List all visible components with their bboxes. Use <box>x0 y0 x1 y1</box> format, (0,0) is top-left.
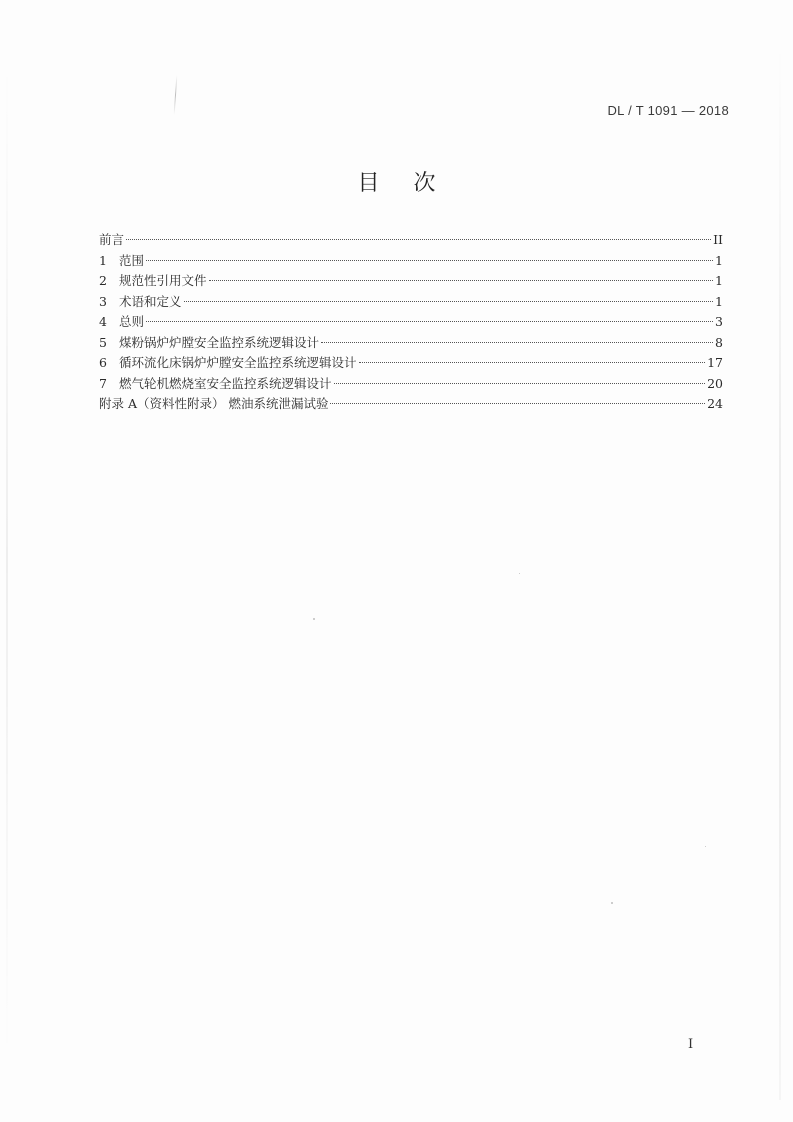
toc-entry-5[interactable] <box>99 333 723 354</box>
toc-label: 前言 <box>99 232 125 247</box>
toc-label: 总则 <box>119 314 145 329</box>
scan-edge-left <box>6 60 8 1060</box>
toc-leader-dots <box>359 362 706 363</box>
table-of-contents <box>99 230 723 415</box>
toc-section-number: 1 <box>99 252 107 268</box>
toc-leader-dots <box>209 280 713 281</box>
toc-leader-dots <box>126 239 711 240</box>
scan-speck <box>705 846 706 847</box>
toc-label: 附录 A（资料性附录） 燃油系统泄漏试验 <box>99 396 329 411</box>
toc-leader-dots <box>146 260 713 261</box>
toc-page-number: 3 <box>715 314 723 329</box>
toc-entry-4[interactable] <box>99 312 723 333</box>
toc-page-number: 1 <box>715 273 723 288</box>
toc-entry-foreword[interactable] <box>99 230 723 251</box>
toc-entry-3[interactable] <box>99 292 723 313</box>
toc-entry-1[interactable] <box>99 251 723 272</box>
toc-leader-dots <box>146 321 713 322</box>
toc-page-number: 1 <box>715 293 723 309</box>
scan-speck <box>313 618 315 620</box>
toc-page-number: 24 <box>707 396 723 411</box>
toc-page-number: 1 <box>715 252 723 268</box>
standard-code: DL / T 1091 — 2018 <box>607 103 729 118</box>
scan-scratch <box>174 75 178 115</box>
toc-label: 循环流化床锅炉炉膛安全监控系统逻辑设计 <box>119 355 357 370</box>
toc-entry-2[interactable] <box>99 271 723 292</box>
toc-label: 规范性引用文件 <box>119 273 207 288</box>
toc-section-number: 2 <box>99 273 107 288</box>
toc-section-number: 6 <box>99 355 107 370</box>
toc-label: 术语和定义 <box>119 293 182 309</box>
toc-page-number: 8 <box>715 334 723 350</box>
scan-speck <box>611 902 613 904</box>
toc-section-number: 3 <box>99 293 107 309</box>
toc-leader-dots <box>330 403 705 404</box>
page-number: I <box>688 1037 694 1052</box>
page-title: 目次 <box>357 171 470 196</box>
toc-section-number: 4 <box>99 314 107 329</box>
toc-label: 煤粉锅炉炉膛安全监控系统逻辑设计 <box>119 334 320 350</box>
toc-label: 燃气轮机燃烧室安全监控系统逻辑设计 <box>119 375 332 391</box>
toc-label: 范围 <box>119 252 145 268</box>
toc-page-number: II <box>713 232 723 247</box>
toc-leader-dots <box>321 342 713 343</box>
toc-section-number: 7 <box>99 375 107 391</box>
toc-entry-7[interactable] <box>99 374 723 395</box>
toc-section-number: 5 <box>99 334 107 350</box>
toc-leader-dots <box>334 383 706 384</box>
scan-speck <box>519 573 520 574</box>
toc-page-number: 20 <box>707 375 723 391</box>
toc-page-number: 17 <box>707 355 723 370</box>
toc-leader-dots <box>184 301 713 302</box>
toc-entry-6[interactable] <box>99 353 723 374</box>
scan-edge-right <box>779 40 781 1100</box>
toc-entry-appendix-a[interactable] <box>99 394 723 415</box>
